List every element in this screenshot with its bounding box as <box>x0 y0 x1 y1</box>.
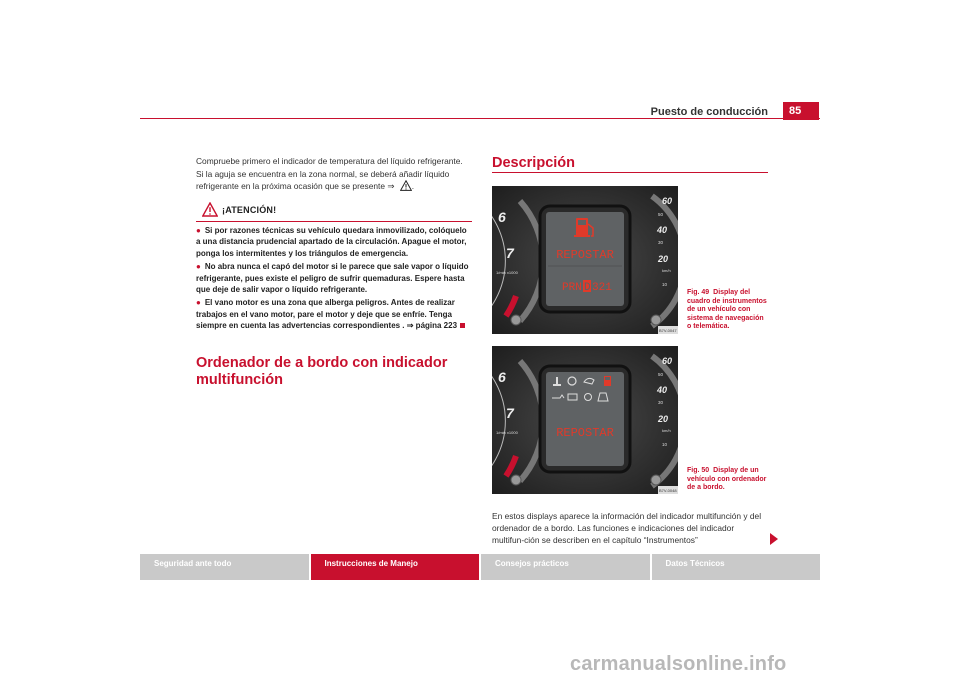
tab-consejos[interactable]: Consejos prácticos <box>481 554 650 580</box>
tach-label-7: 7 <box>506 245 514 261</box>
speed-label-30: 30 <box>658 240 664 245</box>
figure-50-dashboard-display <box>492 346 678 494</box>
next-page-arrow-icon[interactable] <box>770 533 778 545</box>
figure-50-caption: Fig. 50 Display de un vehículo con ordenador de a bordo. <box>687 467 767 492</box>
tach-unit: 1/min x1000 <box>496 430 518 435</box>
warning-item: ● Si por razones técnicas su vehículo quedara inmovilizado, colóquelo a una distancia prudencial apartado de la circulación. Apague el motor, ponga los intermitentes y los triángulos de emergencia. <box>196 226 467 258</box>
tach-label-7: 7 <box>506 405 514 421</box>
intro-text: Compruebe primero el indicador de temperatura del líquido refrigerante. Si la aguja se encuentra en la zona normal, se deberá añadir líquido refrigerante en la próxima ocasión que se presente ⇒ <box>196 156 463 191</box>
watermark: carmanualsonline.info <box>570 653 787 675</box>
warning-header <box>196 200 472 222</box>
figure-49-caption: Fig. 49 Display del cuadro de instrumentos de un vehículo con sistema de navegación o telemática. <box>687 289 767 331</box>
speed-label-10: 10 <box>662 442 668 447</box>
speed-label-60: 60 <box>662 356 673 366</box>
speed-label-50: 50 <box>658 212 664 217</box>
fuel-pump-icon <box>604 376 611 386</box>
page-number: 85 <box>783 102 819 120</box>
gear-indicator-right: 321 <box>592 282 612 294</box>
tab-instrucciones[interactable]: Instrucciones de Manejo <box>311 554 480 580</box>
gear-indicator-left: PRN <box>562 282 582 294</box>
warning-item: ● No abra nunca el capó del motor si le parece que sale vapor o líquido refrigerante, pues existe el peligro de sufrir quemaduras. Espere hasta que deje de salir vapor o líquido refrigerante. <box>196 262 469 295</box>
figure-code: B7V-0048 <box>659 488 677 493</box>
speed-label-50: 50 <box>658 372 664 377</box>
warning-box <box>196 200 472 334</box>
figure-code: B7V-0047 <box>659 328 677 333</box>
figure-49-dashboard-display <box>492 186 678 334</box>
intro-paragraph <box>196 155 472 193</box>
warning-title: ¡ATENCIÓN! <box>222 205 277 215</box>
speed-unit: km/h <box>662 428 671 433</box>
description-paragraph: En estos displays aparece la información del indicador multifunción y del ordenador de a bordo. Las funciones e indicaciones del indicador multifun-ción se describen en el capítulo “Instrumentos” <box>492 511 762 545</box>
page-header-title: Puesto de conducción <box>650 106 768 118</box>
section-title-onboard-computer: Ordenador de a bordo con indicador multifunción <box>196 355 448 388</box>
tach-unit: 1/min x1000 <box>496 270 518 275</box>
speed-label-40: 40 <box>657 385 668 395</box>
header-divider <box>140 118 820 119</box>
page-reference[interactable]: El vano motor es una zona que alberga peligros. Antes de realizar trabajos en el vano motor, pare el motor y deje que se enfríe. Tenga siempre en cuenta las advertencias correspondientes . ⇒ página 223 <box>196 298 458 331</box>
end-of-section-icon <box>460 323 465 328</box>
bullet-icon: ● <box>196 262 201 272</box>
display-message: REPOSTAR <box>556 248 614 262</box>
section-title-description: Descripción <box>492 155 575 171</box>
intro-period: . <box>411 181 415 191</box>
warning-item <box>196 297 472 331</box>
speed-label-60: 60 <box>662 196 673 206</box>
tach-label-6: 6 <box>498 209 506 225</box>
bullet-icon: ● <box>196 298 201 308</box>
instrument-cluster-illustration <box>492 186 678 334</box>
warning-triangle-icon <box>400 180 415 191</box>
tach-label-6: 6 <box>498 369 506 385</box>
gear-selected: D <box>584 282 591 294</box>
speed-label-20: 20 <box>658 414 669 424</box>
tab-seguridad[interactable]: Seguridad ante todo <box>140 554 309 580</box>
speed-label-30: 30 <box>658 400 664 405</box>
speed-label-40: 40 <box>657 225 668 235</box>
warning-icon <box>202 202 218 217</box>
bullet-icon: ● <box>196 226 201 235</box>
speed-label-20: 20 <box>658 254 669 264</box>
warning-list <box>196 222 472 332</box>
section-divider <box>492 172 768 173</box>
tab-datos-tecnicos[interactable]: Datos Técnicos <box>652 554 821 580</box>
instrument-cluster-illustration <box>492 346 678 494</box>
speed-unit: km/h <box>662 268 671 273</box>
display-message: REPOSTAR <box>556 426 614 440</box>
footer-nav <box>140 554 820 580</box>
speed-label-10: 10 <box>662 282 668 287</box>
